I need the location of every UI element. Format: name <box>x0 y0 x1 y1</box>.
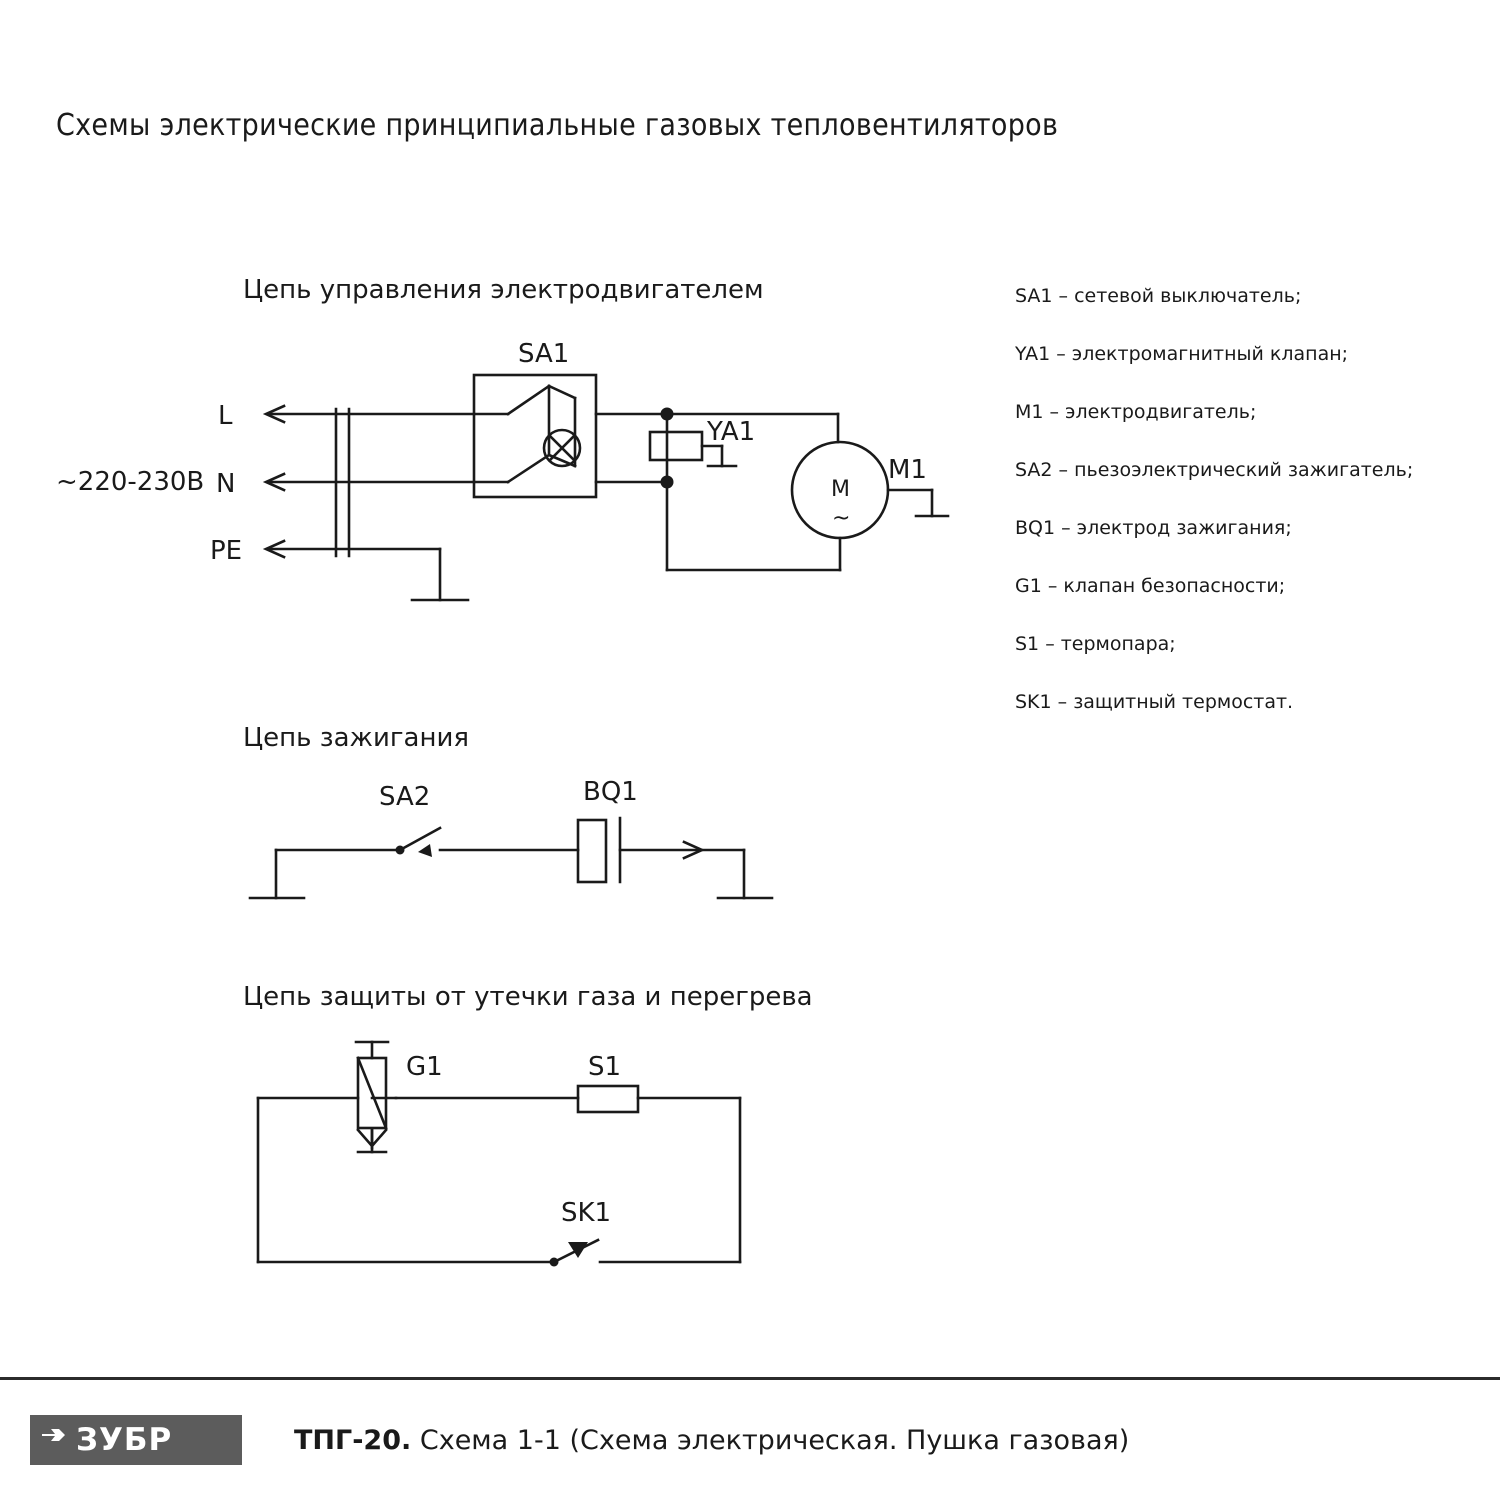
label-motor-symbol-ac: ~ <box>832 506 851 531</box>
legend-item-sa1: SA1 – сетевой выключатель; <box>1015 285 1302 307</box>
footer <box>0 1380 1500 1500</box>
section-title-motor-control: Цепь управления электродвигателем <box>243 275 764 305</box>
footer-scheme-caption: Схема 1-1 (Схема электрическая. Пушка газовая) <box>419 1424 1130 1456</box>
label-sa2: SA2 <box>379 782 431 812</box>
legend-list <box>1015 285 1475 749</box>
label-g1: G1 <box>406 1052 443 1082</box>
label-m1: M1 <box>888 455 927 485</box>
footer-model: ТПГ-20. <box>294 1424 412 1456</box>
section-title-protection: Цепь защиты от утечки газа и перегрева <box>243 982 813 1012</box>
label-ya1: YA1 <box>707 417 756 447</box>
legend-item-g1: G1 – клапан безопасности; <box>1015 575 1286 597</box>
legend-item-ya1: YA1 – электромагнитный клапан; <box>1015 343 1349 365</box>
label-line-N: N <box>216 469 236 499</box>
legend-item-bq1: BQ1 – электрод зажигания; <box>1015 517 1292 539</box>
label-motor-symbol-m: M <box>831 477 850 502</box>
label-line-PE: PE <box>210 536 243 566</box>
footer-caption <box>294 1425 1129 1456</box>
label-supply-voltage: ~220-230В <box>56 467 205 497</box>
brand-logo-text: ЗУБР <box>76 1422 173 1458</box>
label-s1: S1 <box>588 1052 622 1082</box>
legend-item-m1: M1 – электродвигатель; <box>1015 401 1257 423</box>
label-sk1: SK1 <box>561 1198 612 1228</box>
section-title-ignition: Цепь зажигания <box>243 723 469 753</box>
legend-item-s1: S1 – термопара; <box>1015 633 1176 655</box>
legend-item-sk1: SK1 – защитный термостат. <box>1015 691 1294 713</box>
label-bq1: BQ1 <box>583 777 638 807</box>
arrow-icon <box>30 1415 76 1465</box>
label-sa1: SA1 <box>518 339 570 369</box>
brand-logo <box>30 1415 242 1465</box>
legend-item-sa2: SA2 – пьезоэлектрический зажигатель; <box>1015 459 1414 481</box>
label-line-L: L <box>218 401 233 431</box>
page-title: Схемы электрические принципиальные газовых тепловентиляторов <box>56 108 1059 143</box>
